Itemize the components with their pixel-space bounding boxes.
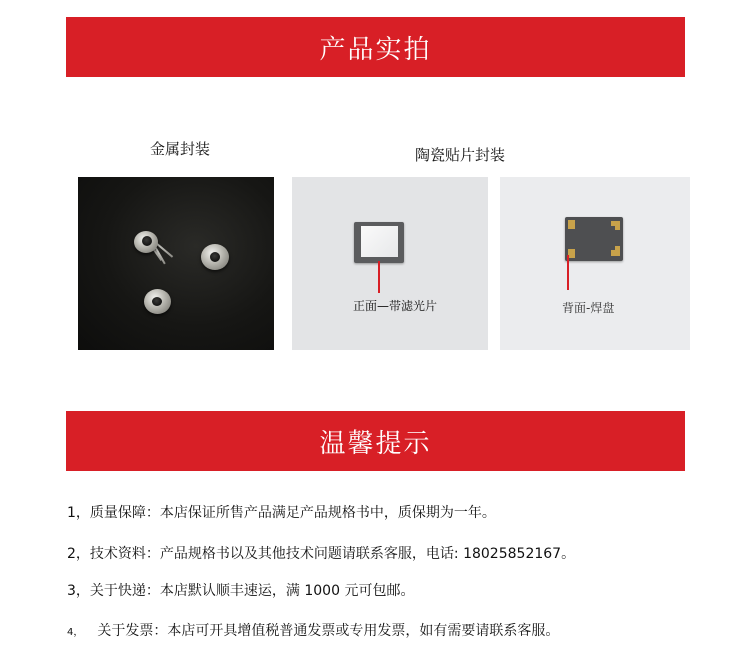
ceramic-chip-back — [565, 217, 623, 261]
product-photos-banner — [66, 17, 685, 77]
ceramic-package-caption: 陶瓷贴片封装 — [415, 146, 506, 164]
notice-item-number: 2， — [67, 546, 90, 562]
notice-item — [67, 543, 575, 563]
notice-item — [67, 580, 414, 600]
back-pointer-line — [567, 255, 569, 290]
front-pointer-line — [378, 261, 380, 293]
metal-package-caption: 金属封装 — [150, 140, 211, 158]
notice-item-text: 质量保障：本店保证所售产品满足产品规格书中，质保期为一年。 — [89, 505, 496, 521]
notice-banner — [66, 411, 685, 471]
notice-item-number: 3， — [67, 583, 90, 599]
metal-can-top — [201, 244, 229, 270]
metal-can-bottom — [144, 289, 171, 314]
notice-item-text: 关于发票：本店可开具增值税普通发票或专用发票，如有需要请联系客服。 — [97, 623, 560, 639]
back-label: 背面-焊盘 — [562, 301, 615, 315]
front-label: 正面—带滤光片 — [353, 299, 438, 313]
metal-can-side — [134, 231, 158, 253]
filter-window — [361, 226, 398, 257]
notice-item — [67, 502, 496, 522]
metal-can-lens — [210, 252, 220, 262]
notice-item — [67, 620, 559, 640]
notice-item-text: 技术资料：产品规格书以及其他技术问题请联系客服，电话: 18025852167。 — [89, 546, 576, 562]
product-photos-title: 产品实拍 — [319, 34, 432, 65]
metal-can-lens — [142, 236, 152, 246]
solder-pad — [615, 225, 620, 230]
solder-pad — [568, 220, 575, 229]
solder-pad — [615, 246, 620, 252]
ceramic-chip-front — [354, 222, 404, 263]
ceramic-back-photo — [500, 177, 690, 350]
solder-pad — [568, 249, 575, 258]
notice-title: 温馨提示 — [319, 428, 432, 459]
notice-item-number: 4， — [67, 627, 84, 638]
metal-can-lens — [152, 297, 162, 306]
notice-item-text: 关于快递：本店默认顺丰速运，满 1000 元可包邮。 — [89, 583, 415, 599]
notice-item-number: 1， — [67, 505, 90, 521]
ceramic-front-photo — [292, 177, 488, 350]
metal-package-photo — [78, 177, 274, 350]
